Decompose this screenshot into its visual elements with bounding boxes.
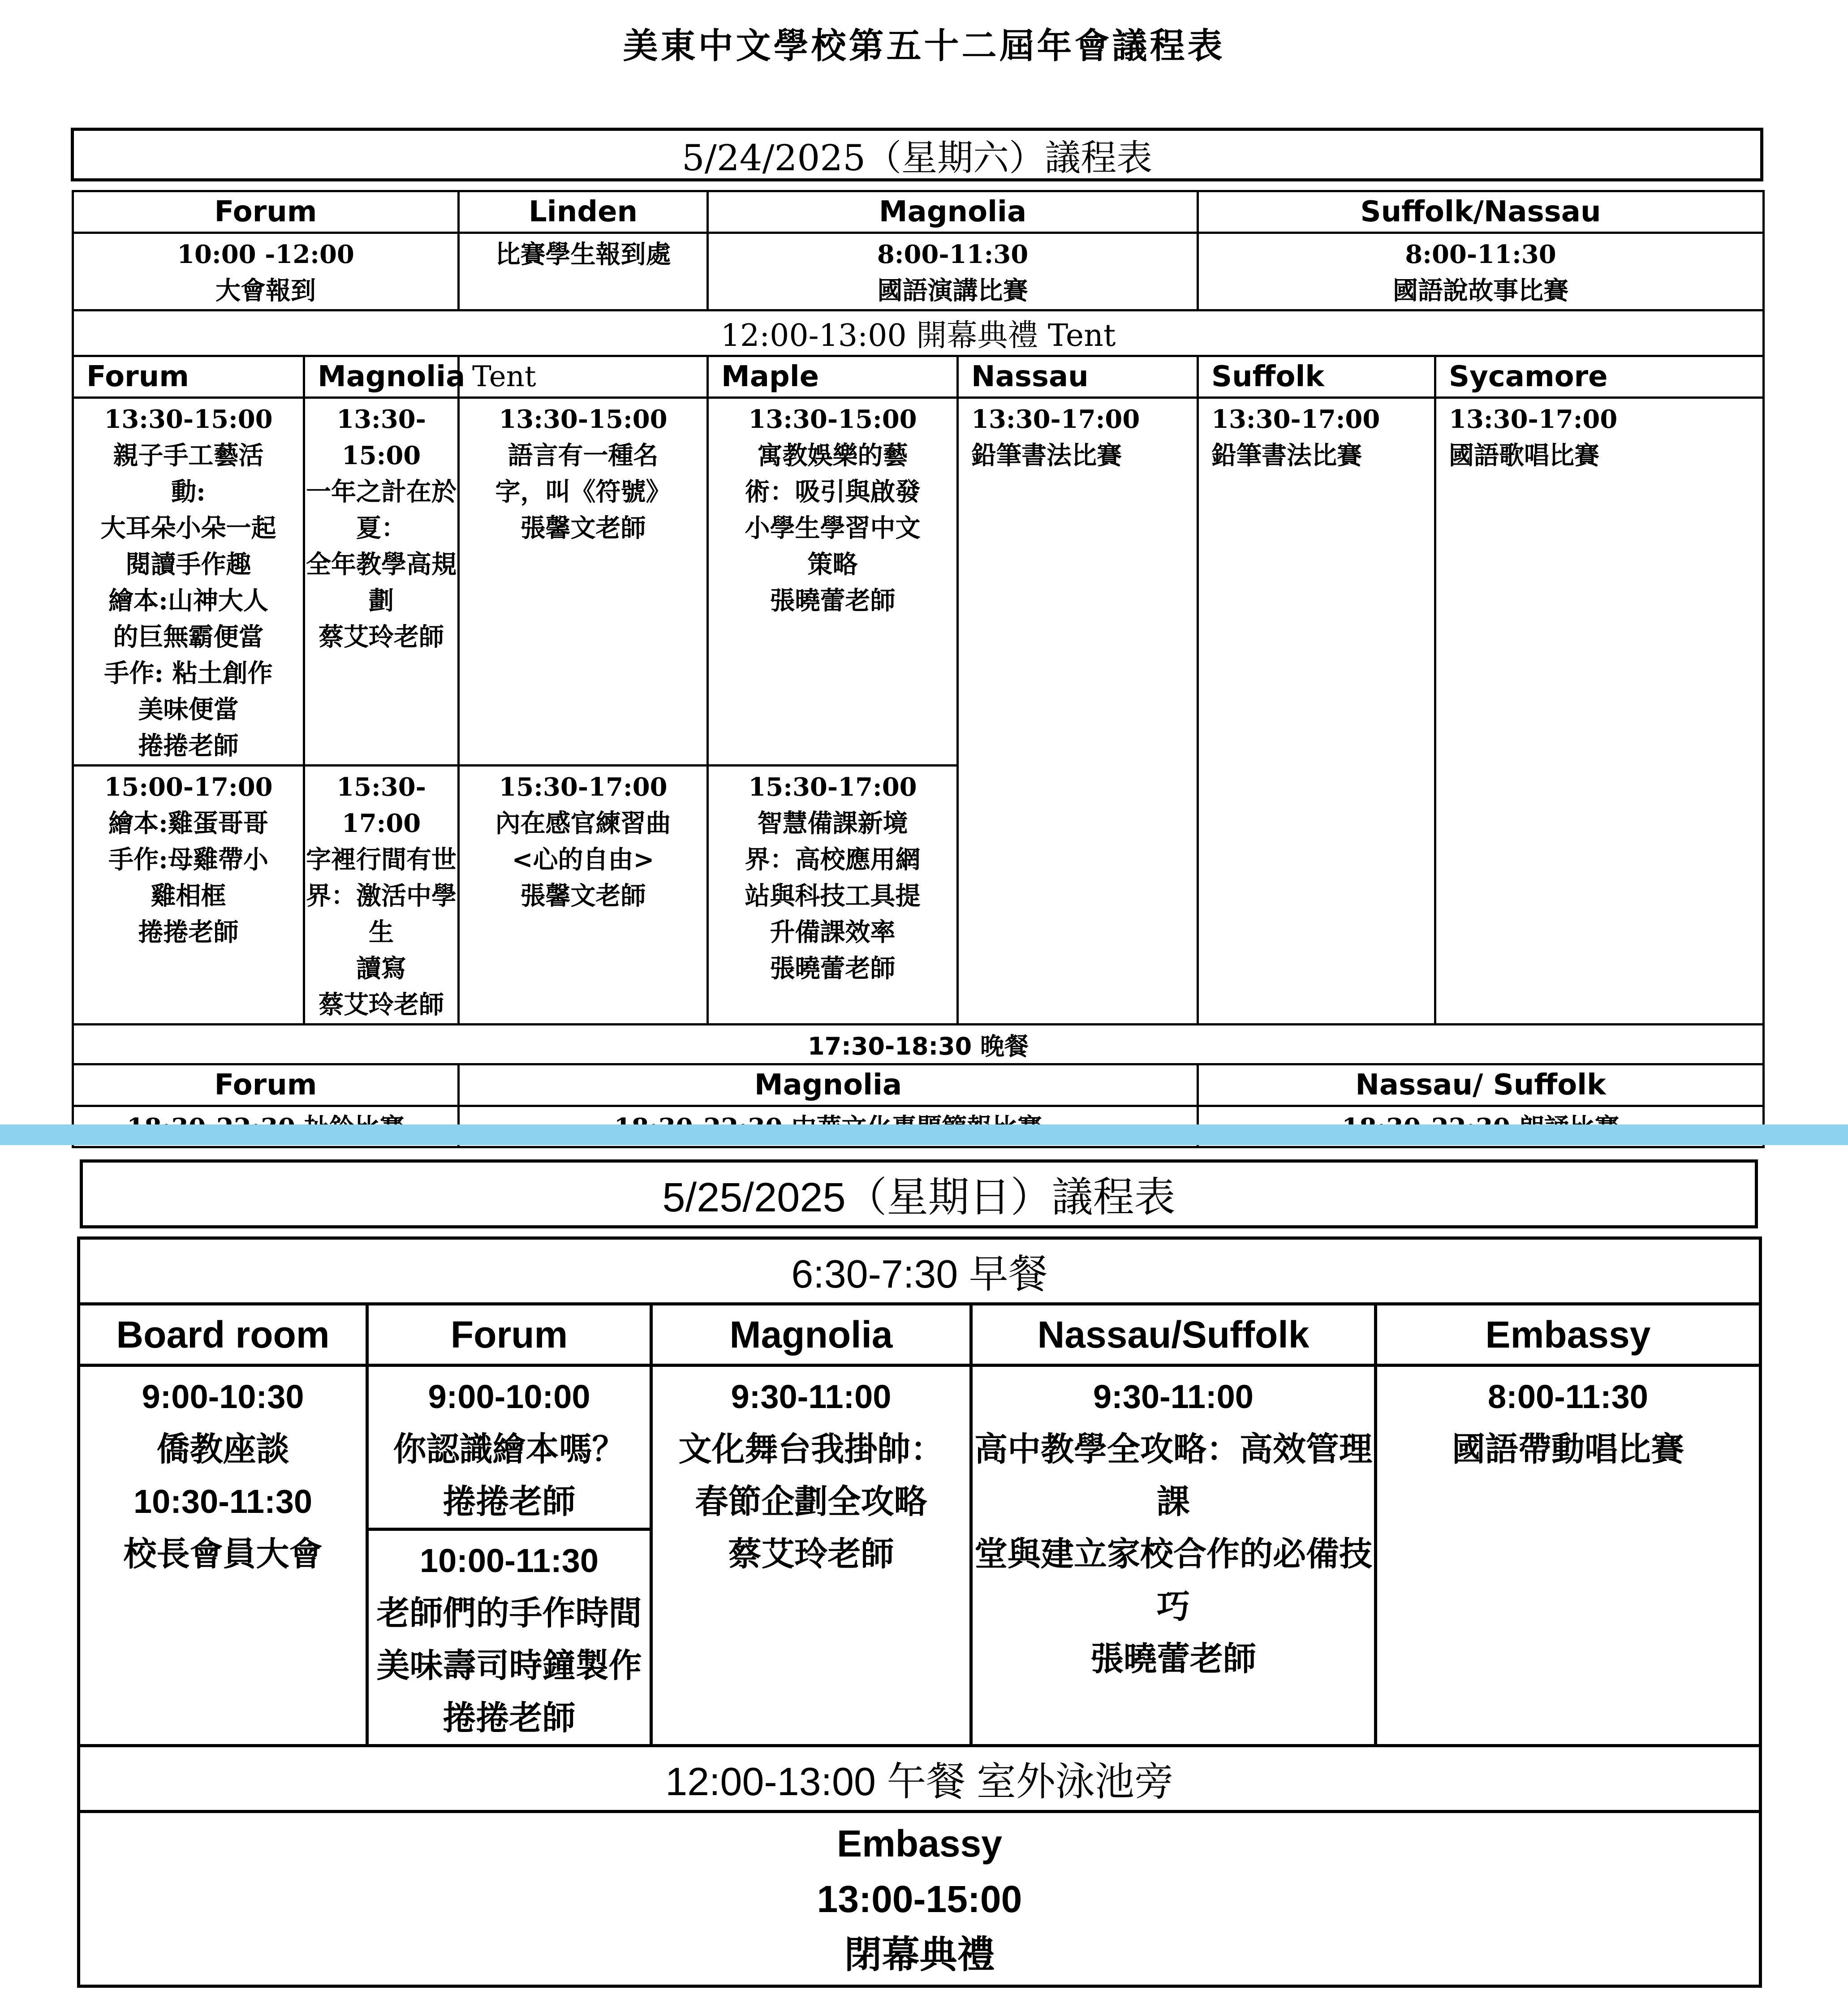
room-maple-pm: Maple: [708, 356, 958, 398]
linden-checkin: 比賽學生報到處: [459, 233, 708, 310]
closing-time: 13:00-15:00: [817, 1878, 1022, 1920]
magnolia-speech-contest: 8:00-11:30 國語演講比賽: [708, 233, 1198, 310]
sunday-header-text: 5/25/2025（星期日）議程表: [662, 1175, 1176, 1220]
room-magnolia-pm: Magnolia: [304, 356, 459, 398]
tent-session-1: 13:30-15:00 語言有一種名 字，叫《符號》 張馨文老師: [459, 398, 708, 766]
room-tent-pm: Tent: [459, 356, 708, 398]
room-sycamore-pm: Sycamore: [1435, 356, 1764, 398]
maple-session-2: 15:30-17:00 智慧備課新境 界：高校應用網 站與科技工具提 升備課效率 張曉蕾老師: [708, 766, 958, 1025]
saturday-header: [71, 128, 1763, 181]
magnolia-session-2: 15:30-17:00 字裡行間有世 界：激活中學生 讀寫 蔡艾玲老師: [304, 766, 459, 1025]
room-nassau-suffolk-sun: Nassau/Suffolk: [971, 1304, 1376, 1366]
closing-room: Embassy: [837, 1822, 1002, 1865]
nassau-suffolk-session-sun: 9:30-11:00 高中教學全攻略：高效管理課 堂與建立家校合作的必備技巧 張曉蕾老師: [971, 1366, 1376, 1746]
room-forum-evening: Forum: [73, 1064, 459, 1106]
room-magnolia-sun: Magnolia: [651, 1304, 971, 1366]
nassau-calligraphy-contest: 13:30-17:00 鉛筆書法比賽: [958, 398, 1198, 1025]
lunch: 12:00-13:00 午餐 室外泳池旁: [79, 1746, 1761, 1812]
breakfast: 6:30-7:30 早餐: [79, 1238, 1761, 1304]
sunday-header: [80, 1159, 1758, 1228]
room-embassy-sun: Embassy: [1376, 1304, 1761, 1366]
saturday-schedule-table: [72, 190, 1765, 1148]
room-suffolk-nassau: Suffolk/Nassau: [1198, 191, 1764, 233]
room-linden: Linden: [459, 191, 708, 233]
suffolk-storytelling-contest: 8:00-11:30 國語說故事比賽: [1198, 233, 1764, 310]
suffolk-calligraphy-contest: 13:30-17:00 鉛筆書法比賽: [1198, 398, 1435, 1025]
saturday-header-text: 5/24/2025（星期六）議程表: [681, 137, 1153, 179]
room-forum-sun: Forum: [367, 1304, 651, 1366]
forum-session-craft-time: 10:00-11:30 老師們的手作時間 美味壽司時鐘製作 捲捲老師: [367, 1529, 651, 1746]
room-forum-pm: Forum: [73, 356, 304, 398]
room-magnolia: Magnolia: [708, 191, 1198, 233]
magnolia-session-1: 13:30-15:00 一年之計在於 夏： 全年教學高規劃 蔡艾玲老師: [304, 398, 459, 766]
room-magnolia-evening: Magnolia: [459, 1064, 1198, 1106]
tent-session-2: 15:30-17:00 內在感官練習曲 <心的自由> 張馨文老師: [459, 766, 708, 1025]
section-divider: [0, 1124, 1848, 1145]
board-room-sessions: 9:00-10:30 僑教座談 10:30-11:30 校長會員大會: [79, 1366, 367, 1746]
closing-ceremony: [79, 1812, 1761, 1986]
forum-session-picture-books: 9:00-10:00 你認識繪本嗎？ 捲捲老師: [367, 1366, 651, 1529]
room-forum: Forum: [73, 191, 459, 233]
sycamore-singing-contest: 13:30-17:00 國語歌唱比賽: [1435, 398, 1764, 1025]
forum-registration: 10:00 -12:00 大會報到: [73, 233, 459, 310]
magnolia-session-sun: 9:30-11:00 文化舞台我掛帥： 春節企劃全攻略 蔡艾玲老師: [651, 1366, 971, 1746]
page-title: 美東中文學校第五十二屆年會議程表: [623, 26, 1225, 66]
forum-session-1: 13:30-15:00 親子手工藝活 動: 大耳朵小朵一起 閱讀手作趣 繪本:山神大人 的巨無霸便當 手作: 粘土創作 美味便當 捲捲老師: [73, 398, 304, 766]
room-nassau-pm: Nassau: [958, 356, 1198, 398]
sunday-schedule-table: [77, 1236, 1762, 1988]
opening-ceremony: 12:00-13:00 開幕典禮 Tent: [73, 310, 1764, 356]
dinner: 17:30-18:30 晚餐: [73, 1025, 1764, 1064]
maple-session-1: 13:30-15:00 寓教娛樂的藝 術：吸引與啟發 小學生學習中文 策略 張曉蕾老師: [708, 398, 958, 766]
room-board-room: Board room: [79, 1304, 367, 1366]
room-nassau-suffolk-evening: Nassau/ Suffolk: [1198, 1064, 1764, 1106]
embassy-singing-contest: 8:00-11:30 國語帶動唱比賽: [1376, 1366, 1761, 1746]
forum-session-2: 15:00-17:00 繪本:雞蛋哥哥 手作:母雞帶小 雞相框 捲捲老師: [73, 766, 304, 1025]
room-suffolk-pm: Suffolk: [1198, 356, 1435, 398]
closing-title: 閉幕典禮: [844, 1933, 995, 1976]
